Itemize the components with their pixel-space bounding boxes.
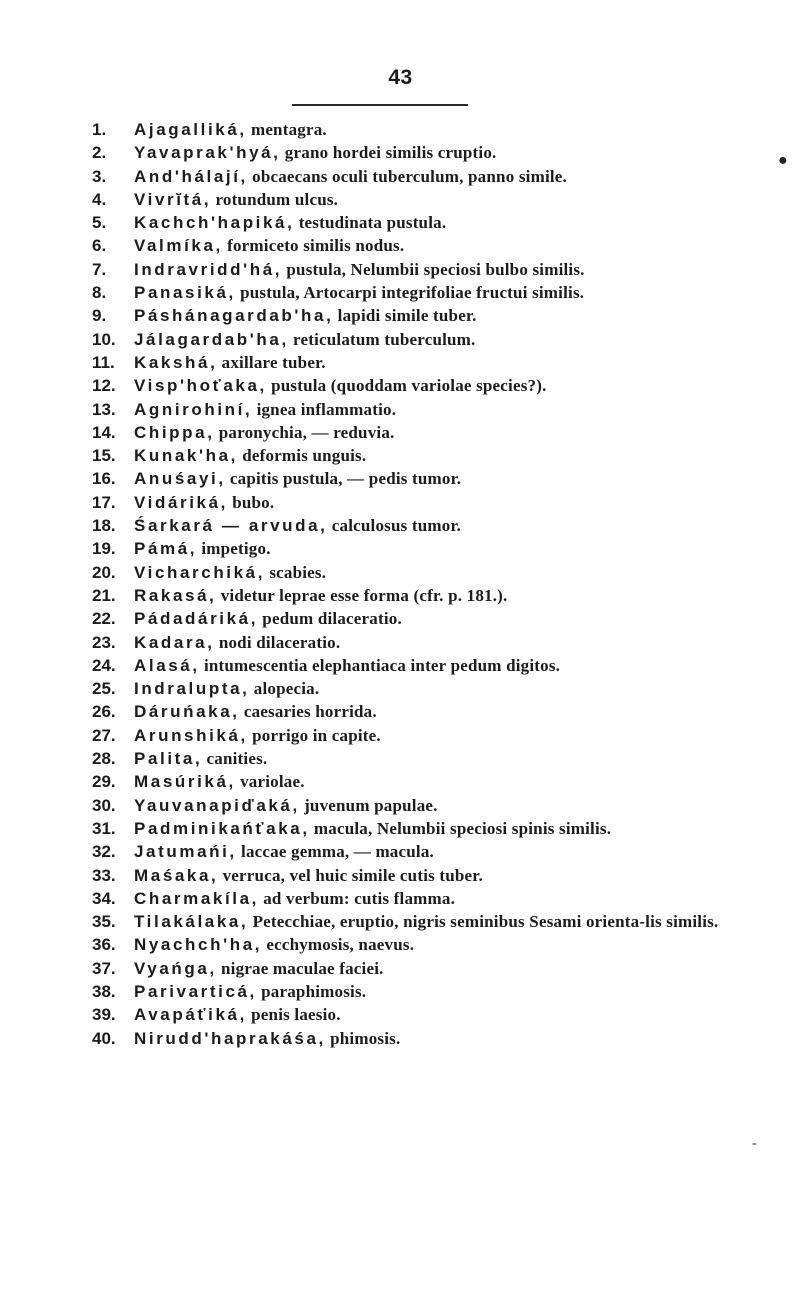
list-item [92,584,772,607]
list-item [92,794,772,817]
list-item [92,561,772,584]
header-rule [292,104,468,106]
list-item [92,165,772,188]
latin-gloss: paronychia, — reduvia. [218,422,395,442]
latin-gloss: macula, Nelumbii speciosi spinis similis. [313,818,612,838]
entry-number: 39. [92,1005,116,1025]
sanskrit-term: Parivarticá, [134,981,257,1001]
entry-number: 16. [92,469,116,489]
list-item [92,421,772,444]
latin-gloss: intumescentia elephantiaca inter pedum digitos. [203,655,561,675]
list-item [92,607,772,630]
latin-gloss: porrigo in capite. [252,725,381,745]
sanskrit-term: Indravridd'há, [134,259,283,279]
latin-gloss: alopecia. [253,679,320,699]
entry-number: 18. [92,516,116,536]
sanskrit-term: Śarkará — arvuda, [134,516,328,536]
margin-dash-mark: - [752,1136,757,1151]
list-item [92,840,772,863]
list-item [92,537,772,560]
sanskrit-term: Ajagalliká, [134,120,247,139]
sanskrit-term: Jatumańi, [134,842,237,862]
sanskrit-term: Kadara, [134,632,215,652]
sanskrit-term: Rakasá, [134,585,217,605]
entry-number: 26. [92,702,116,722]
entry-number: 38. [92,981,116,1001]
latin-gloss: bubo. [232,492,275,512]
latin-gloss: pustula (quoddam variolae species?). [271,376,547,396]
latin-gloss: obcaecans oculi tuberculum, panno simile. [252,166,567,186]
latin-gloss: calculosus tumor. [331,516,462,536]
list-item [92,444,772,467]
sanskrit-term: Arunshiká, [134,725,248,745]
latin-gloss: videtur leprae esse forma (cfr. p. 181.). [220,585,508,605]
latin-gloss: pustula, Artocarpi integrifoliae fructui similis. [240,283,585,303]
entry-number: 5. [92,213,107,233]
latin-gloss: mentagra. [250,120,327,139]
latin-gloss: ad verbum: cutis flamma. [263,888,456,908]
entry-number: 15. [92,446,116,466]
list-item [92,724,772,747]
entry-number: 29. [92,772,116,792]
entry-number: 12. [92,376,116,396]
entry-number: 36. [92,935,116,955]
entry-number: 23. [92,632,116,652]
page-number: 43 [388,66,413,89]
entry-number: 14. [92,422,116,442]
entry-number: 27. [92,725,116,745]
latin-gloss: capitis pustula, — pedis tumor. [229,469,462,489]
sanskrit-term: Charmakíla, [134,888,259,908]
list-item [92,467,772,490]
latin-gloss: paraphimosis. [261,981,367,1001]
sanskrit-term: Kakshá, [134,352,218,372]
list-item [92,1003,772,1026]
list-item [92,933,772,956]
latin-gloss: impetigo. [201,539,271,559]
sanskrit-term: Alasá, [134,655,200,675]
latin-gloss: testudinata pustula. [298,213,447,233]
entry-number: 11. [92,352,115,372]
entry-number: 32. [92,842,116,862]
list-item [92,770,772,793]
sanskrit-term: Indralupta, [134,679,250,699]
sanskrit-term: Vicharchiká, [134,562,266,582]
entry-number: 17. [92,492,116,512]
latin-gloss: rotundum ulcus. [215,189,339,209]
sanskrit-term: Tilakálaka, [134,912,249,932]
sanskrit-term: Jálagardab'ha, [134,329,289,349]
latin-gloss: laccae gemma, — macula. [241,842,434,862]
entry-number: 10. [92,329,116,349]
list-item [92,281,772,304]
entry-number: 37. [92,958,116,978]
entry-number: 30. [92,795,116,815]
list-item [92,514,772,537]
sanskrit-term: Masúriká, [134,772,236,792]
latin-gloss: scabies. [269,562,327,582]
latin-gloss: nigrae maculae faciei. [221,958,384,978]
entry-number: 20. [92,562,116,582]
list-item [92,234,772,257]
list-item [92,211,772,234]
list-item [92,118,772,141]
latin-gloss: deformis unguis. [242,446,367,466]
latin-gloss: juvenum papulae. [304,795,438,815]
entry-number: 1. [92,120,107,139]
entry-number: 6. [92,236,107,256]
list-item [92,631,772,654]
list-item [92,864,772,887]
entry-number: 3. [92,166,107,186]
list-item [92,747,772,770]
sanskrit-term: Kachch'hapiká, [134,213,295,233]
ink-blot-mark: ● [778,152,788,169]
entry-number: 4. [92,189,107,209]
latin-gloss: verruca, vel huic simile cutis tuber. [222,865,483,885]
sanskrit-term: Palita, [134,749,203,769]
latin-gloss: phimosis. [330,1028,401,1048]
latin-gloss: pustula, Nelumbii speciosi bulbo similis. [286,259,585,279]
entry-number: 21. [92,585,116,605]
entry-number: 34. [92,888,116,908]
entry-number: 19. [92,539,116,559]
entry-number: 35. [92,912,116,932]
latin-gloss: ignea inflammatio. [256,399,397,419]
latin-gloss: variolae. [240,772,305,792]
sanskrit-term: Panasiká, [134,283,236,303]
entry-number: 13. [92,399,116,419]
latin-gloss: ecchymosis, naevus. [266,935,415,955]
sanskrit-term: Padminikańťaka, [134,818,310,838]
latin-gloss: reticulatum tuberculum. [293,329,476,349]
latin-gloss: lapidi simile tuber. [337,306,477,326]
sanskrit-term: Valmíka, [134,236,223,256]
sanskrit-term: Chippa, [134,422,215,442]
list-item [92,817,772,840]
sanskrit-term: Kunak'ha, [134,446,238,466]
list-item [92,351,772,374]
list-item [92,910,772,933]
entry-number: 24. [92,655,116,675]
sanskrit-term: Nyachch'ha, [134,935,263,955]
list-item [92,700,772,723]
sanskrit-term: Vivrĭtá, [134,189,212,209]
sanskrit-term: Vidáriká, [134,492,228,512]
entry-number: 9. [92,306,107,326]
list-item [92,398,772,421]
list-item [92,980,772,1003]
latin-gloss: grano hordei similis cruptio. [284,143,497,163]
latin-gloss: penis laesio. [251,1005,341,1025]
list-item [92,328,772,351]
entry-number: 8. [92,283,107,303]
entry-number: 22. [92,609,116,629]
sanskrit-term: Dáruńaka, [134,702,240,722]
sanskrit-term: Avapáťiká, [134,1005,247,1025]
entry-number: 25. [92,679,116,699]
entry-number: 33. [92,865,116,885]
sanskrit-term: Pámá, [134,539,198,559]
list-item [92,141,772,164]
latin-gloss: canities. [206,749,268,769]
sanskrit-term: Agnirohiní, [134,399,253,419]
list-item [92,304,772,327]
list-item [92,374,772,397]
entry-number: 40. [92,1028,116,1048]
sanskrit-term: Páshánagardab'ha, [134,306,334,326]
entry-number: 28. [92,749,116,769]
list-item [92,1027,772,1050]
entry-list [92,118,772,1050]
latin-gloss: axillare tuber. [221,352,326,372]
latin-gloss: formiceto similis nodus. [227,236,405,256]
list-item [92,677,772,700]
sanskrit-term: Nirudd'haprakáśa, [134,1028,326,1048]
list-item [92,654,772,677]
latin-gloss: Petecchiae, eruptio, nigris seminibus Sesami orienta-lis similis. [252,912,719,932]
entry-number: 31. [92,818,116,838]
sanskrit-term: Maśaka, [134,865,219,885]
latin-gloss: caesaries horrida. [243,702,377,722]
list-item [92,258,772,281]
latin-gloss: nodi dilaceratio. [218,632,341,652]
sanskrit-term: Anuśayi, [134,469,226,489]
list-item [92,491,772,514]
sanskrit-term: And'hálají, [134,166,248,186]
sanskrit-term: Yavaprak'hyá, [134,143,281,163]
entry-number: 7. [92,259,107,279]
sanskrit-term: Visp'hoťaka, [134,376,267,396]
sanskrit-term: Vyańga, [134,958,217,978]
entry-number: 2. [92,143,107,163]
sanskrit-term: Yauvanapiďaká, [134,795,300,815]
sanskrit-term: Pádadáriká, [134,609,259,629]
list-item [92,887,772,910]
latin-gloss: pedum dilaceratio. [262,609,402,629]
list-item [92,188,772,211]
list-item [92,957,772,980]
